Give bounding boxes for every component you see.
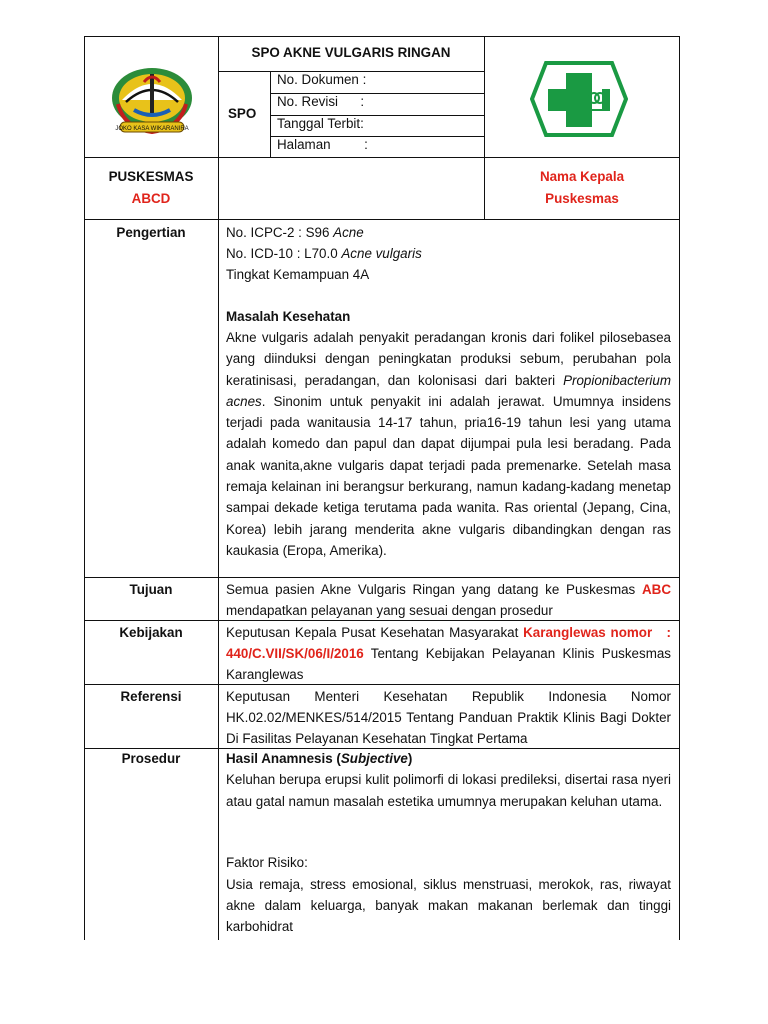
spo-label: SPO bbox=[228, 106, 257, 121]
anamnesis-heading: Hasil Anamnesis (Subjective) bbox=[226, 751, 413, 766]
kebijakan-text: Keputusan Kepala Pusat Kesehatan Masyarakat Karanglewas nomor : 440/C.VII/SK/06/I/2016 Tentang Kebijakan Pelayanan Klinis Puskesmas Karanglewas bbox=[226, 625, 675, 682]
org-name: PUSKESMAS bbox=[108, 169, 194, 184]
regency-emblem-logo bbox=[104, 62, 200, 138]
document-title: SPO AKNE VULGARIS RINGAN bbox=[251, 45, 451, 60]
row-separator bbox=[84, 577, 680, 578]
icd-code: No. ICD-10 : L70.0 Acne vulgaris bbox=[226, 246, 422, 261]
label-prosedur: Prosedur bbox=[121, 751, 181, 766]
risk-factors-label: Faktor Risiko: bbox=[226, 855, 308, 870]
issue-date-field: Tanggal Terbit: bbox=[277, 116, 364, 131]
puskesmas-cross-logo bbox=[530, 61, 628, 137]
divider bbox=[218, 158, 219, 220]
health-problem-heading: Masalah Kesehatan bbox=[226, 309, 351, 324]
anamnesis-text: Keluhan berupa erupsi kulit polimorfi di lokasi predileksi, disertai rasa nyeri atau gatal namun masalah estetika umumnya merupakan keluhan utama. bbox=[226, 772, 671, 809]
divider bbox=[484, 36, 485, 158]
label-pengertian: Pengertian bbox=[116, 225, 186, 240]
risk-factors-text: Usia remaja, stress emosional, siklus menstruasi, merokok, ras, riwayat akne dalam keluarga, banyak makan makanan berlemak dan tinggi karbohidrat bbox=[226, 877, 671, 934]
head-title: Nama Kepala bbox=[539, 169, 625, 184]
referensi-text: Keputusan Menteri Kesehatan Republik Indonesia Nomor HK.02.02/MENKES/514/2015 Tentang Panduan Praktik Klinis Bagi Dokter Di Fasilitas Pelayanan Kesehatan Tingkat Pertama bbox=[226, 689, 671, 746]
head-title-2: Puskesmas bbox=[545, 191, 619, 206]
tujuan-text: Semua pasien Akne Vulgaris Ringan yang datang ke Puskesmas ABC mendapatkan pelayanan yang sesuai dengan prosedur bbox=[226, 582, 671, 618]
org-unit: ABCD bbox=[131, 191, 171, 206]
page-field: Halaman : bbox=[277, 137, 368, 152]
health-problem-text: Akne vulgaris adalah penyakit peradangan kronis dari folikel pilosebasea yang diinduksi dengan peningkatan produksi sebum, perubahan pola keratinisasi, peradangan, dan kolonisasi dari bakteri Propionibacterium acnes. Sinonim untuk penyakit ini adalah jerawat. Umumnya insidens terjadi pada wanitausia 14-17 tahun, pria16-19 tahun lesi yang utama adalah komedo dan papul dan dapat dijumpai pula lesi beradang. Pada anak wanita,akne vulgaris dapat terjadi pada premenarke. Setelah masa remaja kelainan ini berangsur berkurang, namun kadang-kadang menetap sampai dekade ketiga terutama pada wanita. Ras oriental (Jepang, Cina, Korea) lebih jarang menderita akne vulgaris dibandingkan dengan ras kaukasia (Eropa, Amerika). bbox=[226, 330, 671, 558]
revision-field: No. Revisi : bbox=[277, 94, 365, 109]
icpc-code: No. ICPC-2 : S96 Acne bbox=[226, 225, 364, 240]
label-referensi: Referensi bbox=[120, 689, 182, 704]
label-tujuan: Tujuan bbox=[129, 582, 173, 597]
doc-number-field: No. Dokumen : bbox=[277, 72, 367, 87]
label-kebijakan: Kebijakan bbox=[119, 625, 183, 640]
emblem-motto: JOKO KASA WIKARANIRA bbox=[115, 126, 189, 132]
column-divider bbox=[218, 220, 219, 940]
competency-level: Tingkat Kemampuan 4A bbox=[226, 267, 370, 282]
